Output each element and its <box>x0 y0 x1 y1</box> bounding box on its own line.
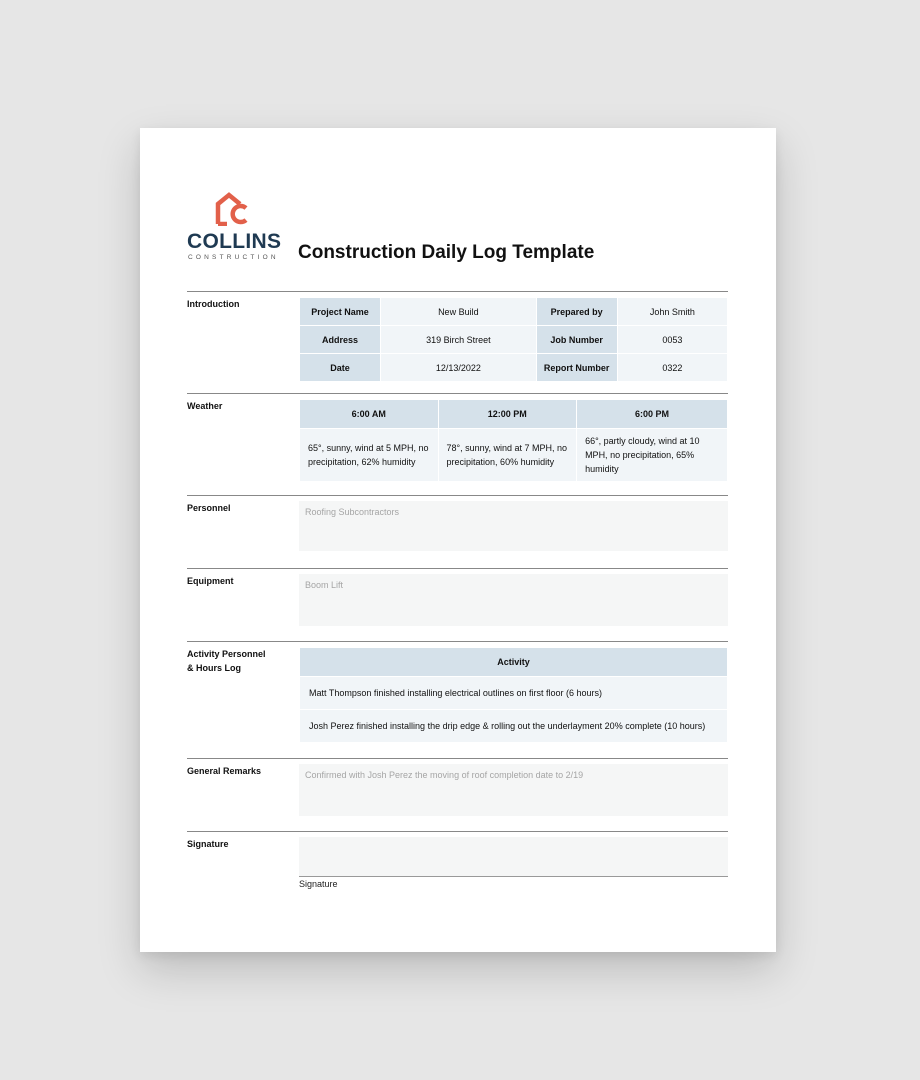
signature-section <box>187 831 728 889</box>
house-c-logo-icon <box>215 192 251 226</box>
field-label: Project Name <box>300 298 380 325</box>
prepared-by-field[interactable]: John Smith <box>618 298 727 325</box>
introduction-table <box>299 297 728 382</box>
section-label: Equipment <box>187 576 234 586</box>
equipment-section <box>187 568 728 590</box>
activity-table <box>299 647 728 743</box>
section-label: Signature <box>187 839 229 849</box>
table-header-row <box>300 648 727 676</box>
section-label: Introduction <box>187 299 240 309</box>
logo-wordmark: COLLINS <box>187 230 282 253</box>
activity-section <box>187 641 728 731</box>
table-row <box>300 298 727 325</box>
signature-caption: Signature <box>299 879 338 889</box>
section-label-line: Activity Personnel <box>187 649 266 659</box>
personnel-section <box>187 495 728 517</box>
equipment-field[interactable]: Boom Lift <box>299 574 728 626</box>
document-page <box>140 128 776 952</box>
table-row <box>300 354 727 381</box>
table-row <box>300 429 727 481</box>
address-field[interactable]: 319 Birch Street <box>381 326 536 353</box>
column-header: Activity <box>300 648 727 676</box>
column-header: 6:00 AM <box>300 400 438 428</box>
weather-6pm-field[interactable]: 66°, partly cloudy, wind at 10 MPH, no precipitation, 65% humidity <box>577 429 727 481</box>
section-label: General Remarks <box>187 766 262 776</box>
weather-section <box>187 393 728 474</box>
field-label: Report Number <box>537 354 617 381</box>
table-row <box>300 326 727 353</box>
company-logo <box>187 192 283 264</box>
personnel-field[interactable]: Roofing Subcontractors <box>299 501 728 551</box>
table-row <box>300 677 727 709</box>
field-label: Prepared by <box>537 298 617 325</box>
column-header: 12:00 PM <box>439 400 577 428</box>
signature-field[interactable] <box>299 837 728 877</box>
weather-6am-field[interactable]: 65°, sunny, wind at 5 MPH, no precipitation, 62% humidity <box>300 429 438 481</box>
field-label: Job Number <box>537 326 617 353</box>
section-label: Weather <box>187 401 223 411</box>
section-label <box>187 647 287 675</box>
remarks-section <box>187 758 728 780</box>
field-label: Address <box>300 326 380 353</box>
section-label: Personnel <box>187 503 231 513</box>
job-number-field[interactable]: 0053 <box>618 326 727 353</box>
activity-entry[interactable]: Matt Thompson finished installing electrical outlines on first floor (6 hours) <box>300 677 727 709</box>
project-name-field[interactable]: New Build <box>381 298 536 325</box>
field-label: Date <box>300 354 380 381</box>
column-header: 6:00 PM <box>577 400 727 428</box>
remarks-field[interactable]: Confirmed with Josh Perez the moving of roof completion date to 2/19 <box>299 764 728 816</box>
report-number-field[interactable]: 0322 <box>618 354 727 381</box>
introduction-section <box>187 291 728 373</box>
table-row <box>300 710 727 742</box>
weather-table <box>299 399 728 482</box>
activity-entry[interactable]: Josh Perez finished installing the drip edge & rolling out the underlayment 20% complete (10 hours) <box>300 710 727 742</box>
date-field[interactable]: 12/13/2022 <box>381 354 536 381</box>
page-title: Construction Daily Log Template <box>298 242 595 263</box>
logo-subtitle: CONSTRUCTION <box>188 254 279 261</box>
section-label-line: & Hours Log <box>187 663 241 673</box>
table-header-row <box>300 400 727 428</box>
weather-12pm-field[interactable]: 78°, sunny, wind at 7 MPH, no precipitation, 60% humidity <box>439 429 577 481</box>
